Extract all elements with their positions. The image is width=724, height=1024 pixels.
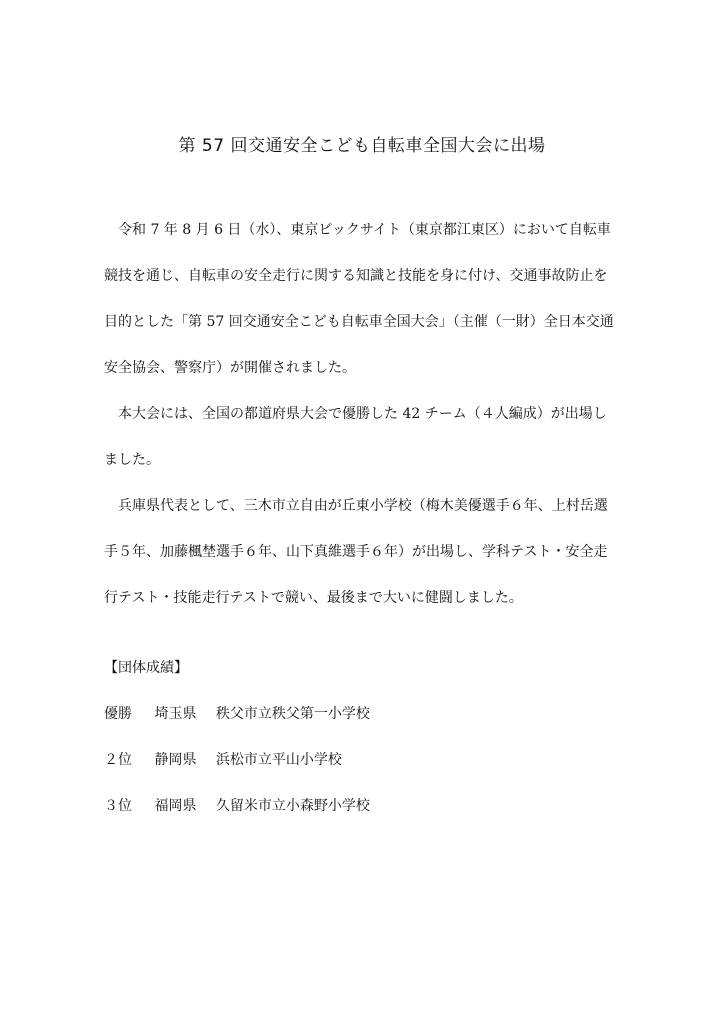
paragraph-hyogo-team (104, 494, 634, 610)
result-rank: ２位 (104, 752, 132, 768)
text-line: 行テスト・技能走行テストで競い、最後まで大いに健闘しました。 (104, 590, 523, 606)
paragraph-event-summary (104, 218, 634, 380)
result-row (104, 748, 624, 772)
text-line: 競技を通じ、自転車の安全走行に関する知識と技能を身に付け、交通事故防止を (104, 268, 608, 284)
text-line: 手５年、加藤楓埜選手６年、山下真維選手６年）が出場し、学科テスト・安全走 (104, 544, 608, 560)
result-school: 秩父市立秩父第一小学校 (215, 706, 370, 722)
result-prefecture: 福岡県 (154, 798, 197, 814)
result-row (104, 794, 624, 818)
text-line: 兵庫県代表として、三木市立自由が丘東小学校（梅木美優選手６年、上村岳選 (118, 498, 608, 514)
result-school: 久留米市立小森野小学校 (215, 798, 370, 814)
result-prefecture: 静岡県 (154, 752, 197, 768)
result-rank: ３位 (104, 798, 132, 814)
document-title: 第 57 回交通安全こども自転車全国大会に出場 (178, 136, 546, 156)
result-rank: 優勝 (104, 706, 132, 722)
text-line: ました。 (104, 452, 160, 468)
text-line: 安全協会、警察庁）が開催されました。 (104, 360, 356, 376)
document-body (104, 218, 634, 632)
result-row (104, 702, 624, 726)
result-prefecture: 埼玉県 (154, 706, 197, 722)
text-line: 令和 7 年 8 月 6 日（水）、東京ビックサイト（東京都江東区）において自転車 (118, 222, 611, 238)
text-line: 本大会には、全国の都道府県大会で優勝した 42 チーム（４人編成）が出場し (118, 406, 607, 422)
result-school: 浜松市立平山小学校 (215, 752, 342, 768)
team-results (104, 656, 624, 840)
text-line: 目的とした「第 57 回交通安全こども自転車全国大会」（主催（一財）全日本交通 (104, 314, 614, 330)
results-heading: 【団体成績】 (104, 660, 188, 676)
paragraph-participants (104, 402, 634, 472)
